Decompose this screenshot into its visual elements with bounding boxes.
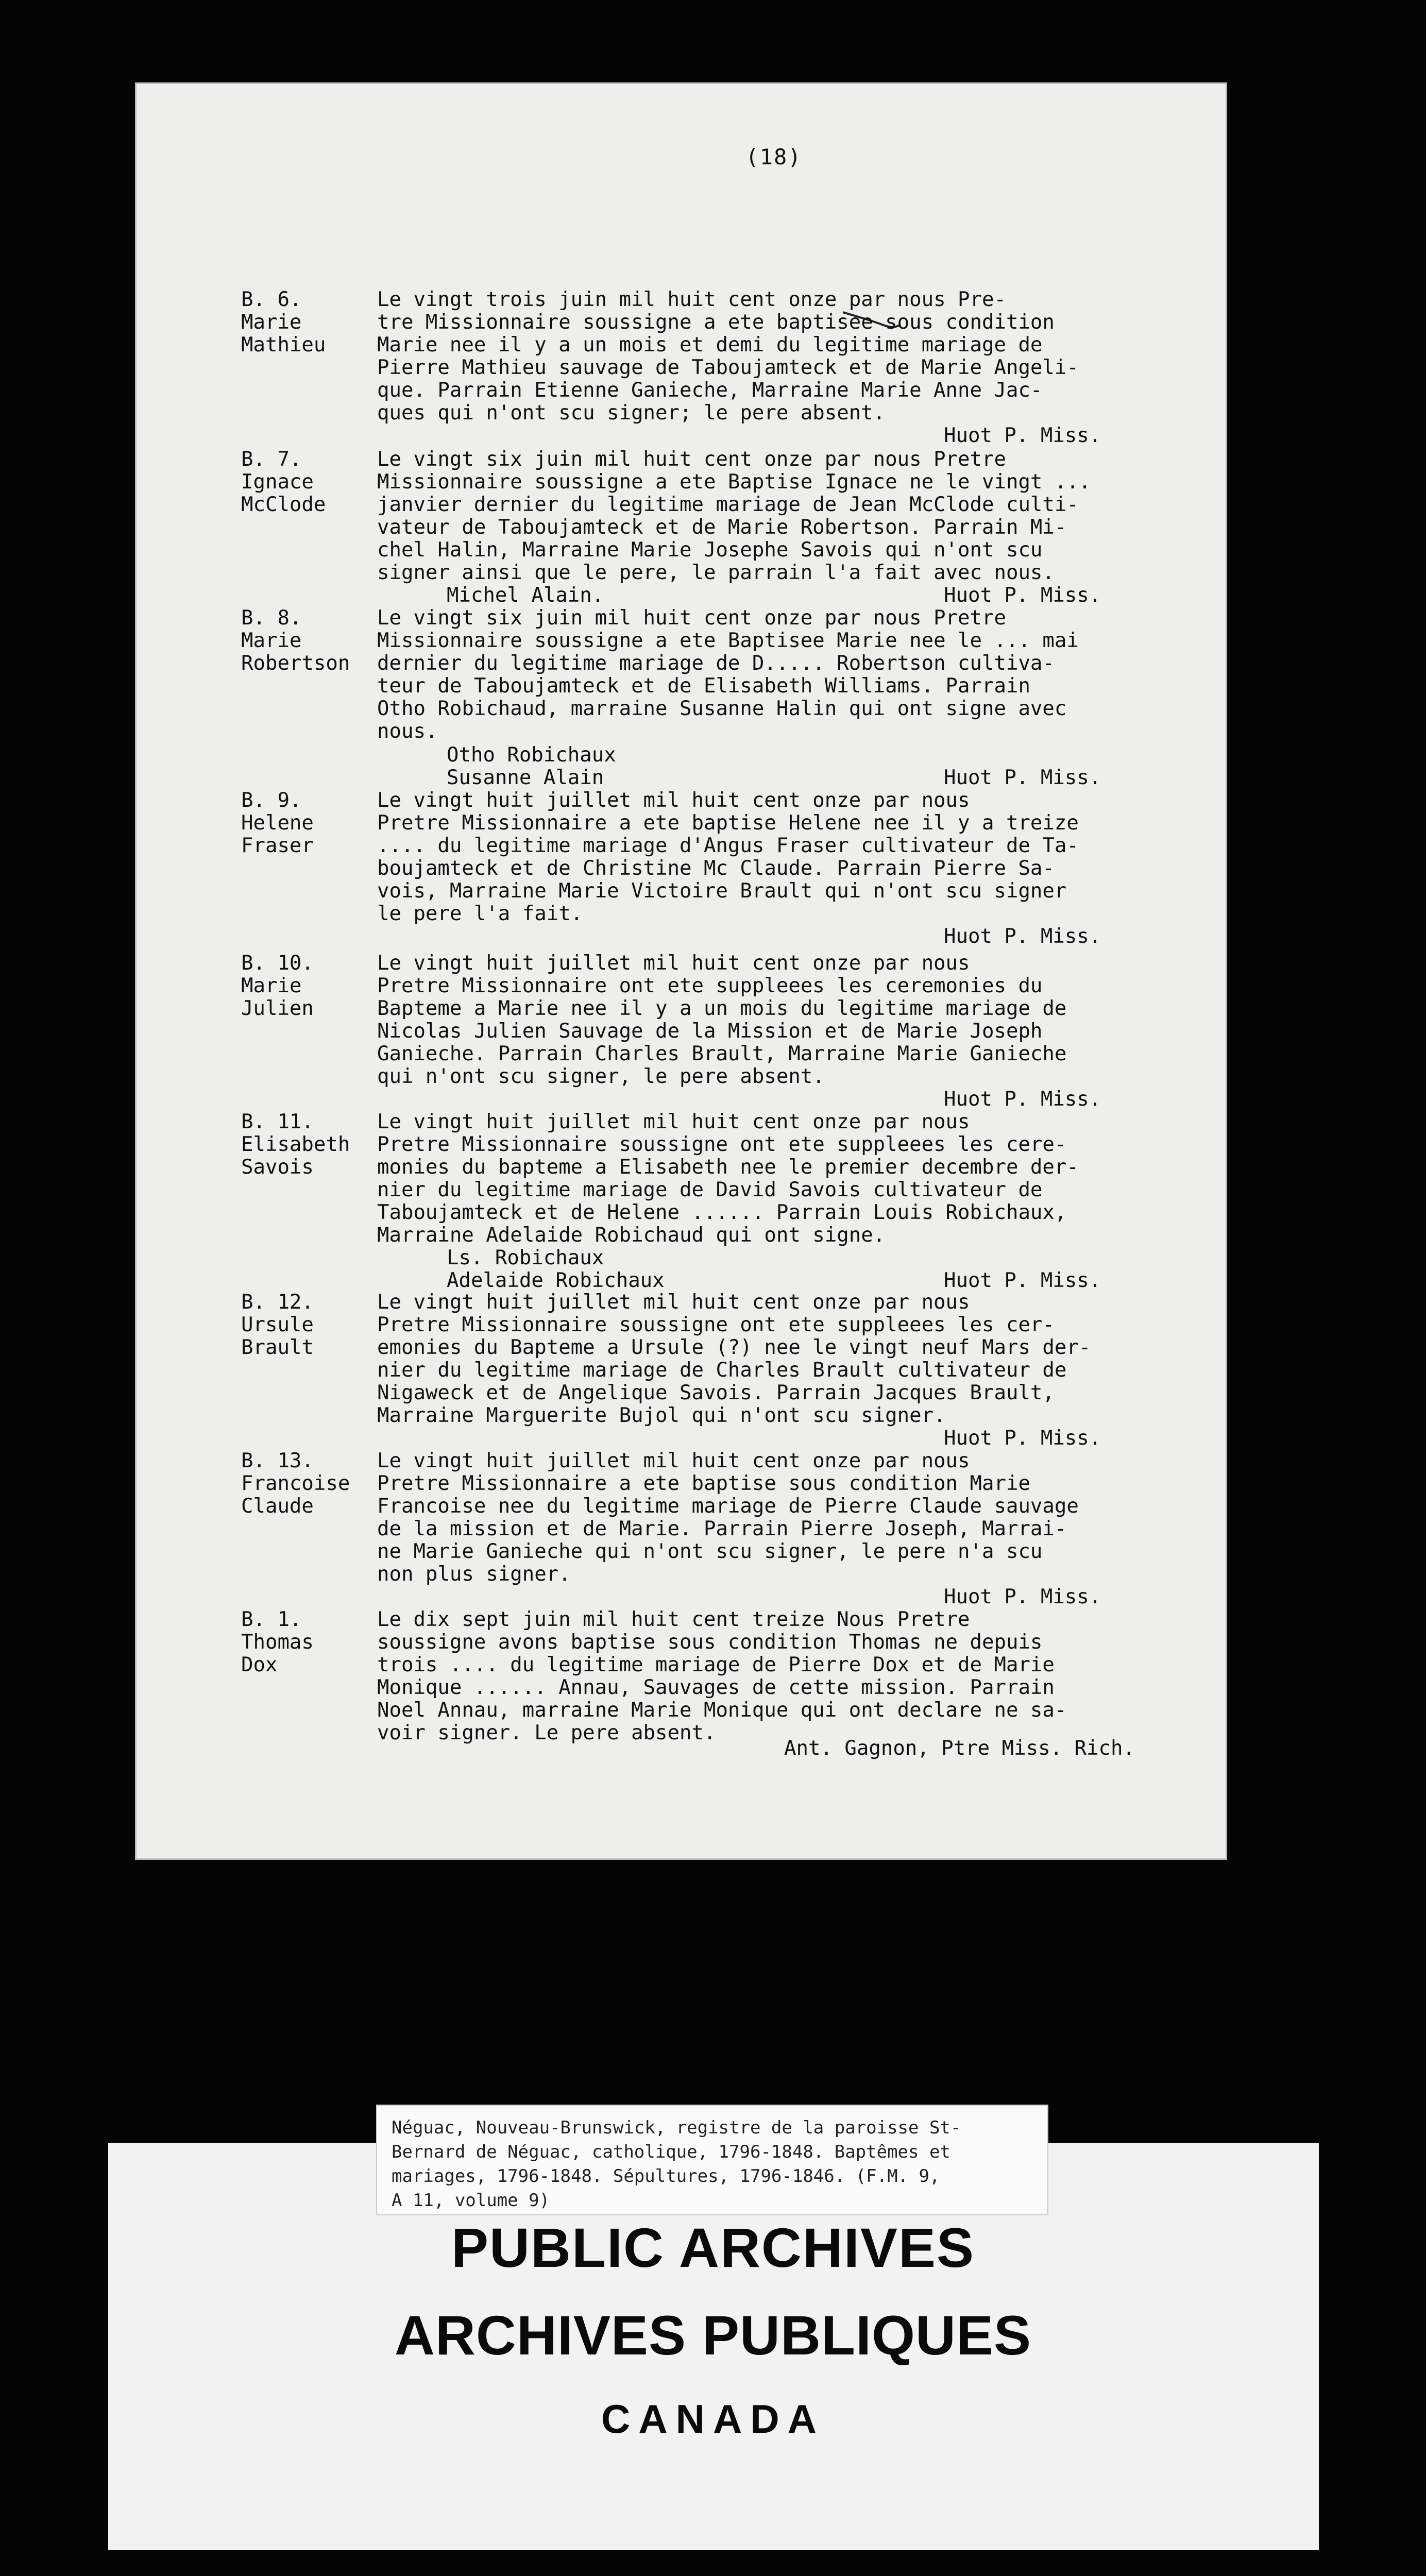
- archives-title-en: PUBLIC ARCHIVES: [451, 2216, 975, 2279]
- witness-signature: Susanne Alain: [447, 766, 604, 789]
- witness-signature: Otho Robichaux: [447, 743, 616, 767]
- entry-text: Le vingt huit juillet mil huit cent onze par nous Pretre Missionnaire ont ete suppleees les ceremonies du Bapteme a Marie nee il y a un mois du legitime mariage de Nicolas Julien Sauvage de la Mission et de Marie Joseph Ganieche. Parrain Charles Brault, Marraine Marie Ganieche qui n'ont scu signer, le pere absent.: [377, 952, 1067, 1088]
- entry-text: Le vingt huit juillet mil huit cent onze par nous Pretre Missionnaire soussigne ont ete suppleees les cere- monies du bapteme a Elisabeth nee le premier decembre der- nier du legitime mariage de David Savois cultivateur de Taboujamteck et de Helene ...... Parrain Louis Robichaux, Marraine Adelaide Robichaud qui ont signe.: [377, 1110, 1079, 1247]
- priest-signature: Huot P. Miss.: [944, 584, 1101, 607]
- priest-signature: Huot P. Miss.: [944, 424, 1101, 447]
- entry-margin: B. 1. Thomas Dox: [241, 1608, 314, 1676]
- witness-signature: Ls. Robichaux: [447, 1246, 604, 1269]
- entry-margin: B. 8. Marie Robertson: [241, 606, 350, 675]
- entry-text: Le dix sept juin mil huit cent treize Nous Pretre soussigne avons baptise sous condition Thomas ne depuis trois .... du legitime mariage de Pierre Dox et de Marie Monique ...... Annau, Sauvages de cette mission. Parrain Noel Annau, marraine Marie Monique qui ont declare ne sa- voir signer. Le pere absent.: [377, 1608, 1067, 1744]
- priest-signature: Huot P. Miss.: [944, 1427, 1101, 1450]
- witness-signature: Adelaide Robichaux: [447, 1269, 665, 1292]
- priest-signature: Huot P. Miss.: [944, 1088, 1101, 1111]
- entry-margin: B. 9. Helene Fraser: [241, 789, 314, 857]
- priest-signature: Ant. Gagnon, Ptre Miss. Rich.: [784, 1737, 1135, 1760]
- entry-margin: B. 12. Ursule Brault: [241, 1291, 314, 1359]
- entry-margin: B. 6. Marie Mathieu: [241, 288, 326, 357]
- entry-margin: B. 11. Elisabeth Savois: [241, 1110, 350, 1179]
- entry-text: Le vingt six juin mil huit cent onze par nous Pretre Missionnaire soussigne a ete Baptisee Marie nee le ... mai dernier du legitime mariage de D..... Robertson cultiva- teur de Taboujamteck et de Elisabeth Williams. Parrain Otho Robichaud, marraine Susanne Halin qui ont signe avec nous.: [377, 606, 1079, 743]
- citation-label: Néguac, Nouveau-Brunswick, registre de la paroisse St- Bernard de Néguac, catholique, 1796-1848. Baptêmes et mariages, 1796-1848. Sépultures, 1796-1846. (F.M. 9, A 11, volume 9): [376, 2105, 1048, 2215]
- archives-country: CANADA: [601, 2396, 825, 2442]
- entry-text: Le vingt huit juillet mil huit cent onze par nous Pretre Missionnaire a ete baptise sous condition Marie Francoise nee du legitime mariage de Pierre Claude sauvage de la mission et de Marie. Parrain Pierre Joseph, Marrai- ne Marie Ganieche qui n'ont scu signer, le pere n'a scu non plus signer.: [377, 1449, 1079, 1586]
- entry-text: Le vingt trois juin mil huit cent onze par nous Pre- tre Missionnaire soussigne a ete baptisee sous condition Marie nee il y a un mois et demi du legitime mariage de Pierre Mathieu sauvage de Taboujamteck et de Marie Angeli- que. Parrain Etienne Ganieche, Marraine Marie Anne Jac- ques qui n'ont scu signer; le pere absent.: [377, 288, 1079, 425]
- witness-signature: Michel Alain.: [447, 584, 604, 607]
- entry-text: Le vingt huit juillet mil huit cent onze par nous Pretre Missionnaire soussigne ont ete suppleees les cer- emonies du Bapteme a Ursule (?) nee le vingt neuf Mars der- nier du legitime mariage de Charles Brault cultivateur de Nigaweck et de Angelique Savois. Parrain Jacques Brault, Marraine Marguerite Bujol qui n'ont scu signer.: [377, 1291, 1091, 1427]
- page-number: (18): [745, 144, 802, 170]
- priest-signature: Huot P. Miss.: [944, 925, 1101, 948]
- entry-margin: B. 7. Ignace McClode: [241, 448, 326, 516]
- entry-margin: B. 13. Francoise Claude: [241, 1449, 350, 1518]
- entry-text: Le vingt huit juillet mil huit cent onze par nous Pretre Missionnaire a ete baptise Helene nee il y a treize .... du legitime mariage d'Angus Fraser cultivateur de Ta- boujamteck et de Christine Mc Claude. Parrain Pierre Sa- vois, Marraine Marie Victoire Brault qui n'ont scu signer le pere l'a fait.: [377, 789, 1079, 925]
- entry-margin: B. 10. Marie Julien: [241, 952, 314, 1020]
- priest-signature: Huot P. Miss.: [944, 766, 1101, 789]
- priest-signature: Huot P. Miss.: [944, 1269, 1101, 1292]
- entry-text: Le vingt six juin mil huit cent onze par nous Pretre Missionnaire soussigne a ete Baptise Ignace ne le vingt ... janvier dernier du legitime mariage de Jean McClode culti- vateur de Taboujamteck et de Marie Robertson. Parrain Mi- chel Halin, Marraine Marie Josephe Savois qui n'ont scu signer ainsi que le pere, le parrain l'a fait avec nous.: [377, 448, 1091, 584]
- register-page: [135, 82, 1227, 1860]
- priest-signature: Huot P. Miss.: [944, 1585, 1101, 1608]
- archives-title-fr: ARCHIVES PUBLIQUES: [394, 2304, 1032, 2366]
